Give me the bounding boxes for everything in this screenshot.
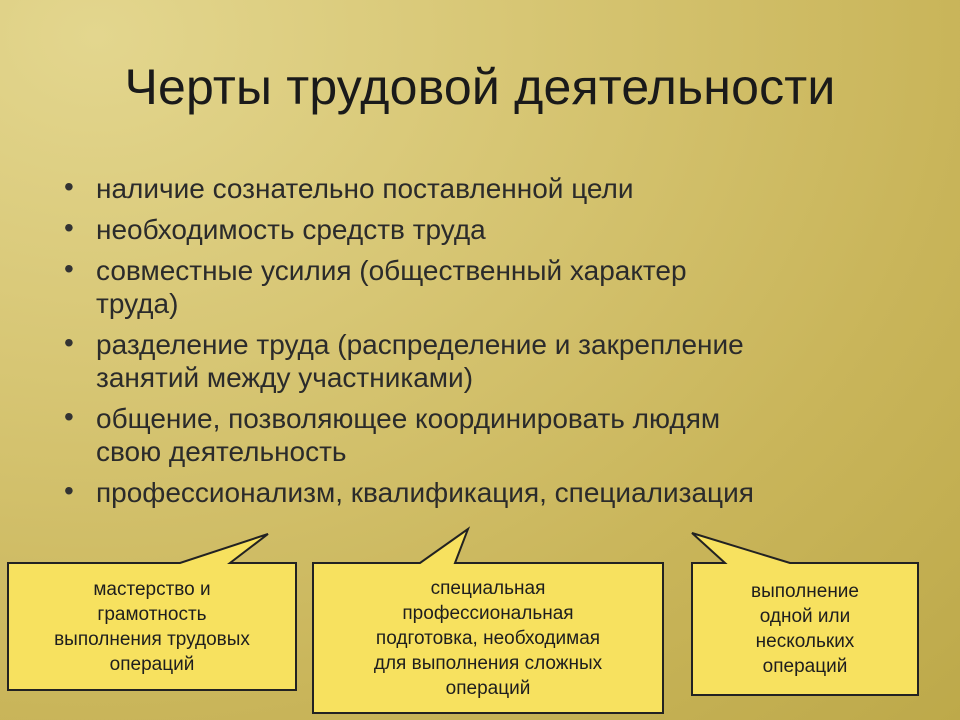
- bullet-text-cont: занятий между участниками): [96, 362, 474, 393]
- callout-text-2: специальная профессиональная подготовка, необходимая для выполнения сложных операций: [373, 577, 603, 699]
- bullet-text: разделение труда (распределение и закрепление: [96, 329, 744, 360]
- bullet-text: необходимость средств труда: [96, 214, 486, 245]
- bullet-text: профессионализм, квалификация, специализация: [96, 477, 754, 508]
- bullet-text: совместные усилия (общественный характер: [96, 255, 687, 286]
- bullet-dot-icon: •: [64, 327, 74, 358]
- callout-text-1: мастерство и грамотность выполнения трудовых операций: [54, 578, 250, 675]
- bullet-text: наличие сознательно поставленной цели: [96, 173, 634, 204]
- bullet-text-cont: свою деятельность: [96, 436, 347, 467]
- bullet-dot-icon: •: [64, 212, 74, 243]
- bullet-dot-icon: •: [64, 171, 74, 202]
- bullet-dot-icon: •: [64, 253, 74, 284]
- slide-title: Черты трудовой деятельности: [124, 59, 836, 115]
- bullet-dot-icon: •: [64, 401, 74, 432]
- callout-text-3: выполнение одной или нескольких операций: [750, 581, 859, 677]
- bullet-text-cont: труда): [96, 288, 179, 319]
- bullet-text: общение, позволяющее координировать людям: [96, 403, 721, 434]
- bullet-dot-icon: •: [64, 475, 74, 506]
